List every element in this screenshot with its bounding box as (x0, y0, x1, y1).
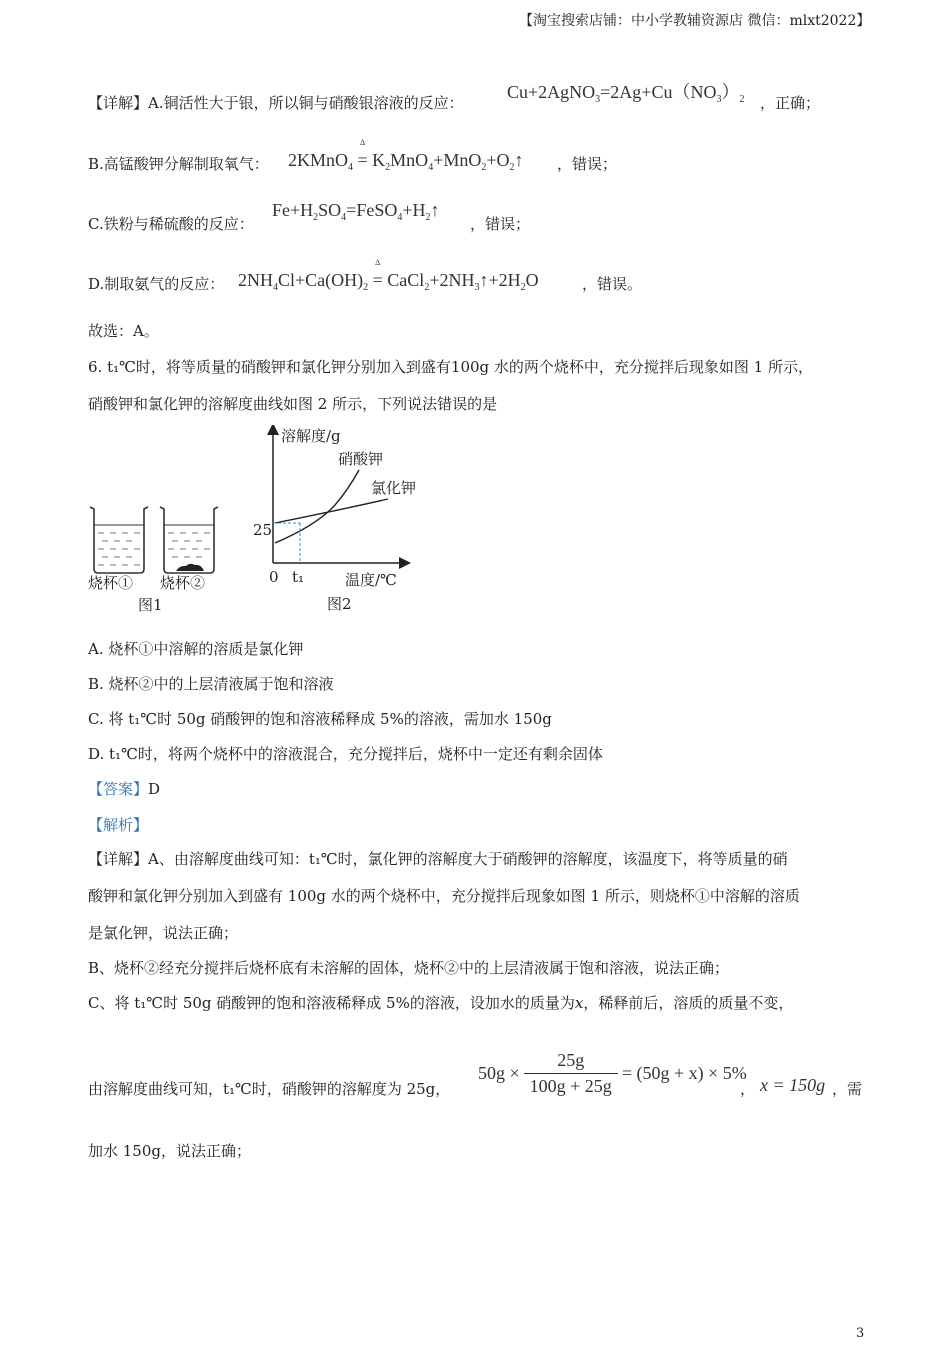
x-axis-label: 温度/℃ (345, 571, 397, 589)
option-d: D. t₁℃时，将两个烧杯中的溶液混合，充分搅拌后，烧杯中一定还有剩余固体 (88, 745, 603, 763)
equation-separator: ， (740, 1080, 756, 1098)
curve-label-chloride: 氯化钾 (371, 479, 417, 497)
explain-b-end: ，错误； (557, 155, 618, 173)
curve-potassium-chloride (275, 499, 388, 523)
equation-b: 2KMnO$_4$ = Δ $K_2MnO_4+MnO_2+O_2↑$ (288, 138, 524, 173)
x-tick-t1: t₁ (292, 568, 305, 586)
origin-label: 0 (269, 568, 279, 586)
equation-c: $Fe+H_2SO_4=FeSO_4+H_2↑$ (272, 200, 440, 223)
explain-a (88, 92, 464, 114)
detail-a-line3: 是氯化钾，说法正确； (88, 924, 239, 942)
detail-a-line1: 【详解】A、由溶解度曲线可知：t₁℃时，氯化钾的溶解度大于硝酸钾的溶解度，该温度下，将等质量的硝 (88, 850, 788, 868)
header-note: 【淘宝搜索店铺：中小学教辅资源店 微信：mlxt2022】 (519, 13, 871, 29)
detail-b: B、烧杯②经充分搅拌后烧杯底有未溶解的固体，烧杯②中的上层清液属于饱和溶液，说法正确； (88, 959, 730, 977)
beaker-1-label: 烧杯① (88, 574, 134, 592)
detail-c-text-end: ，稀释前后，溶质的质量不变， (583, 994, 794, 1012)
figure-1 (80, 495, 230, 620)
detail-c-line2-text: 由溶解度曲线可知，t₁℃时，硝酸钾的溶解度为 25g， (88, 1080, 451, 1098)
analysis-label: 【解析】 (88, 816, 149, 834)
detail-c-line1 (88, 992, 793, 1014)
beaker-2-label: 烧杯② (160, 574, 206, 592)
detail-c-line2-end: ，需 (832, 1080, 863, 1098)
dilution-equation (478, 1050, 747, 1097)
explain-a-end: ，正确； (760, 94, 821, 112)
curve-label-nitrate: 硝酸钾 (338, 450, 384, 468)
answer-line (88, 778, 160, 800)
beaker-1 (90, 507, 148, 573)
equation-right: = (50g + x) × 5% (621, 1063, 747, 1083)
choose-line: 故选：A。 (88, 322, 159, 340)
option-c: C. 将 t₁℃时 50g 硝酸钾的饱和溶液稀释成 5%的溶液，需加水 150g (88, 710, 552, 728)
explain-b-text: B.高锰酸钾分解制取氧气： (88, 155, 269, 173)
figure-1-caption: 图1 (138, 596, 163, 614)
answer-value: D (148, 780, 161, 798)
undissolved-solid (176, 564, 204, 571)
explain-a-text: 【详解】A.铜活性大于银，所以铜与硝酸银溶液的反应： (88, 94, 464, 112)
answer-label: 【答案】 (88, 780, 149, 798)
detail-c-line3: 加水 150g，说法正确； (88, 1142, 252, 1160)
question-6-line1: 6. t₁℃时，将等质量的硝酸钾和氯化钾分别加入到盛有100g 水的两个烧杯中，充分搅拌后现象如图 1 所示， (88, 358, 813, 376)
figure-2-caption: 图2 (327, 595, 352, 613)
detail-a-line2: 酸钾和氯化钾分别加入到盛有 100g 水的两个烧杯中，充分搅拌后现象如图 1 所示，则烧杯①中溶解的溶质 (88, 887, 800, 905)
page-number: 3 (856, 1326, 865, 1341)
y-axis-label: 溶解度/g (281, 427, 341, 445)
equation-result: x = 150g (760, 1075, 826, 1095)
question-6-line2: 硝酸钾和氯化钾的溶解度曲线如图 2 所示，下列说法错误的是 (88, 395, 498, 413)
option-b: B. 烧杯②中的上层清液属于饱和溶液 (88, 675, 334, 693)
y-tick-25: 25 (253, 521, 273, 539)
fraction-denominator: 100g + 25g (524, 1073, 618, 1097)
equation-a: $Cu+2AgNO_3=2Ag+Cu(NO_3)_2$ (507, 82, 745, 105)
figure-2 (245, 425, 425, 620)
equation-fraction (524, 1050, 618, 1097)
explain-c-end: ，错误； (470, 215, 531, 233)
fraction-numerator: 25g (557, 1050, 585, 1070)
curve-potassium-nitrate (275, 470, 359, 543)
detail-c-variable: x (574, 994, 584, 1012)
equation-d: $2NH_4Cl+Ca(OH)_2$ = Δ $CaCl_2+2NH_3↑+2H_2O$ (238, 258, 539, 293)
beaker-2 (160, 507, 218, 573)
explain-c-text: C.铁粉与稀硫酸的反应： (88, 215, 254, 233)
explain-d-text: D.制取氨气的反应： (88, 275, 225, 293)
explain-d-end: ，错误。 (582, 275, 643, 293)
option-a: A. 烧杯①中溶解的溶质是氯化钾 (88, 640, 304, 658)
equation-left: 50g × (478, 1063, 520, 1083)
detail-c-text: C、将 t₁℃时 50g 硝酸钾的饱和溶液稀释成 5%的溶液，设加水的质量为 (88, 994, 575, 1012)
